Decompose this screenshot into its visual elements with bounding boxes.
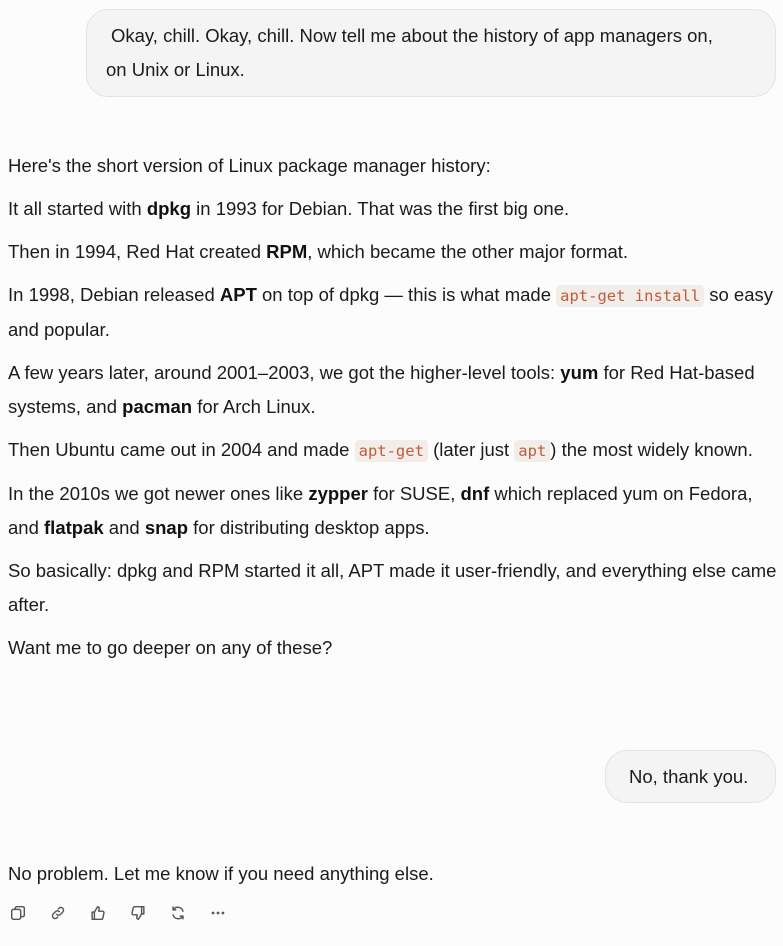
share-link-button[interactable] — [48, 903, 68, 923]
thumbs-up-icon — [89, 904, 107, 922]
message-action-toolbar — [8, 901, 248, 925]
response-text: Want me to go deeper on any of these? — [8, 637, 333, 658]
regenerate-icon — [169, 904, 187, 922]
bold-term: APT — [219, 284, 257, 305]
response-text: Then in 1994, Red Hat created — [8, 241, 267, 262]
response-text: so easy and popular. — [8, 284, 774, 340]
response-text: and — [103, 517, 145, 538]
bold-term: zypper — [308, 483, 368, 504]
bold-term: dpkg — [146, 198, 192, 219]
response-text: It all started with — [8, 198, 147, 219]
response-paragraph — [8, 149, 778, 192]
more-icon — [209, 904, 227, 922]
user-message-line-2: on Unix or Linux. — [106, 59, 245, 80]
inline-code: apt-get install — [556, 285, 704, 307]
response-text: A few years later, around 2001–2003, we got the higher-level tools: — [8, 362, 561, 383]
response-text: which replaced yum on Fedora, and — [8, 483, 753, 538]
bold-term: pacman — [122, 396, 193, 417]
response-paragraph — [8, 554, 778, 631]
response-text: In the 2010s we got newer ones like — [8, 483, 309, 504]
response-paragraph — [8, 235, 778, 278]
bold-term: RPM — [266, 241, 308, 262]
more-options-button[interactable] — [208, 903, 228, 923]
user-message-bubble — [605, 750, 776, 803]
bold-term: snap — [144, 517, 188, 538]
bold-term: dnf — [460, 483, 490, 504]
response-text: for Red Hat-based systems, and — [8, 362, 755, 417]
response-text: , which became the other major format. — [307, 241, 629, 262]
response-text: for distributing desktop apps. — [188, 517, 430, 538]
regenerate-button[interactable] — [168, 903, 188, 923]
thumbs-down-icon — [129, 904, 147, 922]
response-paragraph — [8, 631, 778, 665]
response-paragraph — [8, 433, 778, 477]
thumbs-down-button[interactable] — [128, 903, 148, 923]
assistant-response — [8, 857, 778, 891]
link-icon — [49, 904, 67, 922]
user-message-line-1: Okay, chill. Okay, chill. Now tell me about the history of app managers on, — [111, 25, 713, 46]
copy-icon — [9, 904, 27, 922]
response-text: for Arch Linux. — [192, 396, 316, 417]
response-paragraph — [8, 477, 778, 554]
bold-term: yum — [560, 362, 599, 383]
response-text: No problem. Let me know if you need anything else. — [8, 863, 434, 884]
user-message-bubble — [86, 9, 776, 97]
response-text: Here's the short version of Linux package manager history: — [8, 155, 491, 176]
response-text: in 1993 for Debian. That was the first big one. — [191, 198, 570, 219]
response-paragraph — [8, 356, 778, 433]
response-paragraph — [8, 192, 778, 235]
response-text: In 1998, Debian released — [8, 284, 220, 305]
assistant-response — [8, 149, 778, 665]
response-text: (later just — [427, 439, 515, 460]
inline-code: apt — [514, 440, 550, 462]
bold-term: flatpak — [44, 517, 104, 538]
response-paragraph — [8, 278, 778, 356]
copy-button[interactable] — [8, 903, 28, 923]
user-message-text: No, thank you. — [629, 766, 749, 787]
response-text: for SUSE, — [367, 483, 461, 504]
response-text: Then Ubuntu came out in 2004 and made — [8, 439, 355, 460]
response-text: on top of dpkg — this is what made — [256, 284, 557, 305]
inline-code: apt-get — [355, 440, 428, 462]
response-text: So basically: dpkg and RPM started it all, APT made it user-friendly, and everything else came after. — [8, 560, 777, 615]
thumbs-up-button[interactable] — [88, 903, 108, 923]
response-text: ) the most widely known. — [550, 439, 753, 460]
